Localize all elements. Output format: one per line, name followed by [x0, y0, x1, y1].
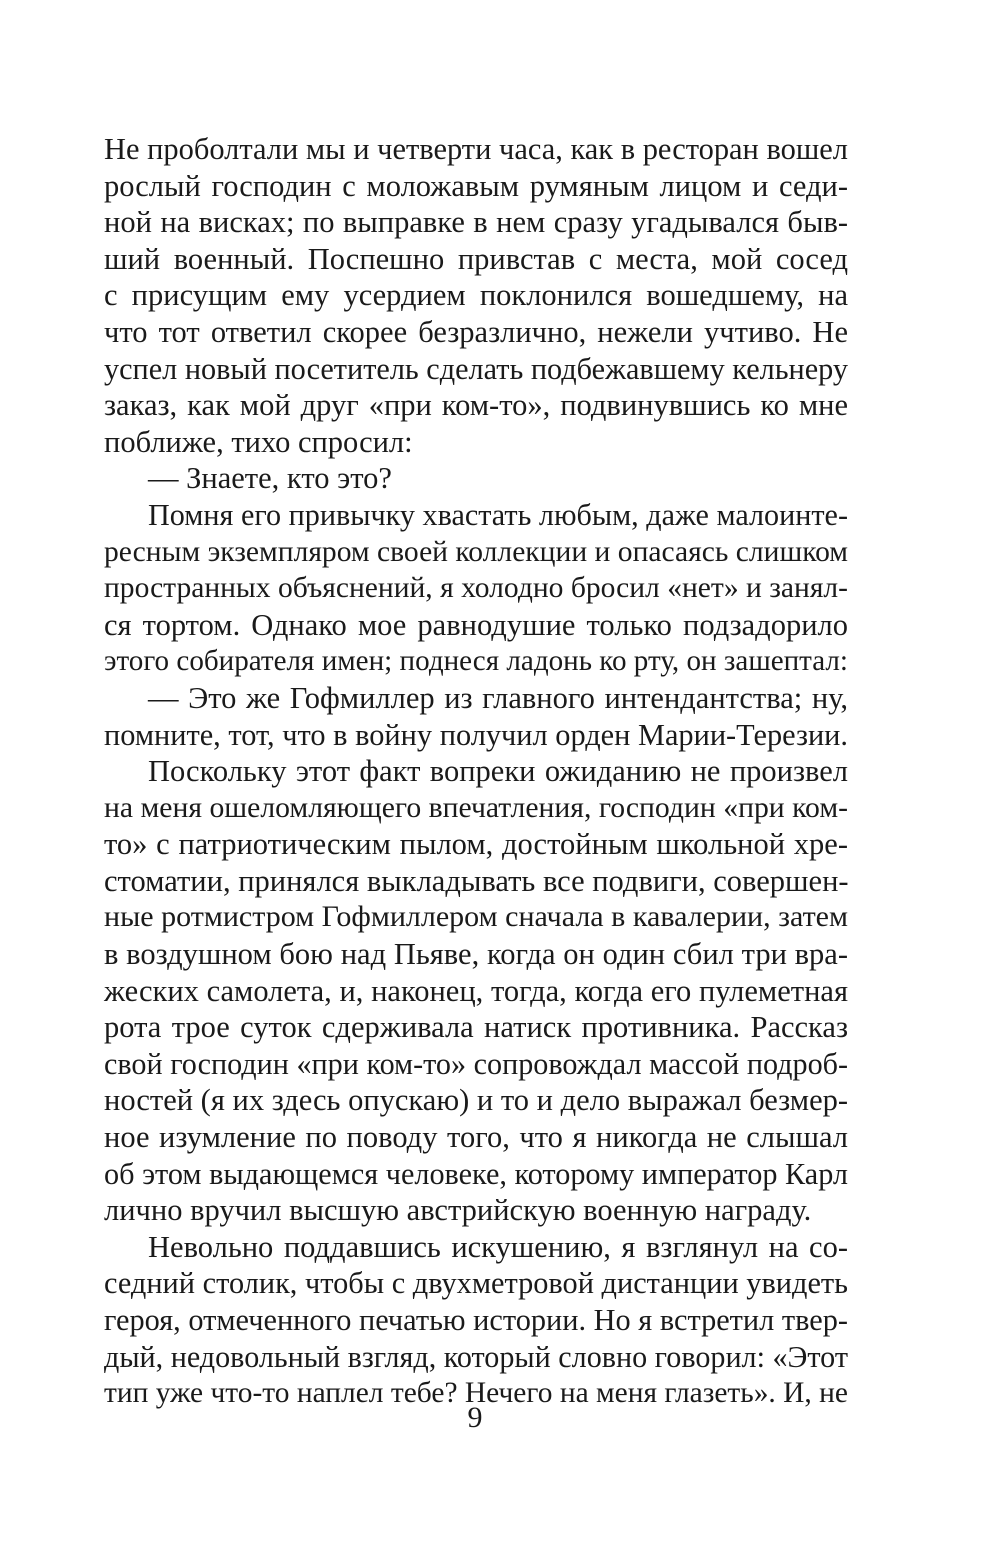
text-line: ший военный. Поспешно привстав с места, мой сосед [104, 241, 848, 276]
text-line: Поскольку этот факт вопреки ожиданию не произвел [148, 754, 848, 789]
text-line: помните, тот, что в войну получил орден Марии-Терезии. [104, 717, 848, 752]
text-line: Невольно поддавшись искушению, я взглянул на со- [148, 1229, 848, 1264]
text-line: поближе, тихо спросил: [104, 424, 413, 459]
text-line: этого собирателя имен; поднеся ладонь ко рту, он зашептал: [104, 645, 848, 678]
text-line: лично вручил высшую австрийскую военную награду. [104, 1193, 812, 1228]
text-line: — Это же Гофмиллер из главного интендантства; ну, [148, 680, 848, 715]
text-line: успел новый посетитель сделать подбежавшему кельнеру [104, 351, 848, 386]
text-line: Не проболтали мы и четверти часа, как в ресторан вошел [104, 132, 848, 166]
text-line: седний столик, чтобы с двухметровой дистанции увидеть [104, 1266, 848, 1301]
page-number-label: 9 [467, 1401, 483, 1434]
text-line: ностей (я их здесь опускаю) и то и дело выражал безмер- [104, 1083, 849, 1118]
text-line: ресным экземпляром своей коллекции и опасаясь слишком [104, 535, 848, 568]
text-line: ное изумление по поводу того, что я никогда не слышал [104, 1120, 848, 1155]
text-line: ные ротмистром Гофмиллером сначала в кавалерии, затем [104, 900, 848, 934]
text-line: героя, отмеченного печатью истории. Но я встретил твер- [104, 1303, 848, 1337]
text-line: ся тортом. Однако мое равнодушие только подзадорило [104, 607, 848, 642]
text-line: с присущим ему усердием поклонился вошедшему, на [104, 278, 848, 313]
text-line: на меня ошеломляющего впечатления, господин «при ком- [104, 791, 848, 824]
text-line: заказ, как мой друг «при ком-то», подвинувшись ко мне [104, 388, 848, 423]
text-line: стоматии, принялся выкладывать все подвиги, совершен- [104, 863, 849, 898]
text-line: тип уже что-то наплел тебе? Нечего на меня глазеть». И, не [104, 1377, 848, 1410]
text-line: то» с патриотическим пылом, достойным школьной хре- [104, 827, 848, 862]
text-line: что тот ответил скорее безразлично, нежели учтиво. Не [104, 314, 848, 349]
text-line: ной на висках; по выправке в нем сразу угадывался быв- [104, 205, 848, 240]
text-line: Помня его привычку хвастать любым, даже малоинте- [148, 497, 848, 532]
text-line: в воздушном бою над Пьяве, когда он один сбил три вра- [104, 937, 848, 972]
text-line: свой господин «при ком-то» сопровождал массой подроб- [104, 1046, 848, 1081]
page-number [0, 1400, 1000, 1436]
text-line: жеских самолета, и, наконец, тогда, когда его пулеметная [104, 973, 848, 1008]
text-line: пространных объяснений, я холодно бросил «нет» и занял- [104, 572, 848, 605]
body-text [104, 131, 848, 1412]
text-line: об этом выдающемся человеке, которому император Карл [104, 1156, 848, 1191]
text-line: — Знаете, кто это? [148, 461, 392, 496]
text-line: рослый господин с моложавым румяным лицом и седи- [104, 168, 848, 203]
text-line: рота трое суток сдерживала натиск противника. Рассказ [104, 1010, 848, 1045]
text-line: дый, недовольный взгляд, который словно говорил: «Этот [104, 1339, 848, 1374]
